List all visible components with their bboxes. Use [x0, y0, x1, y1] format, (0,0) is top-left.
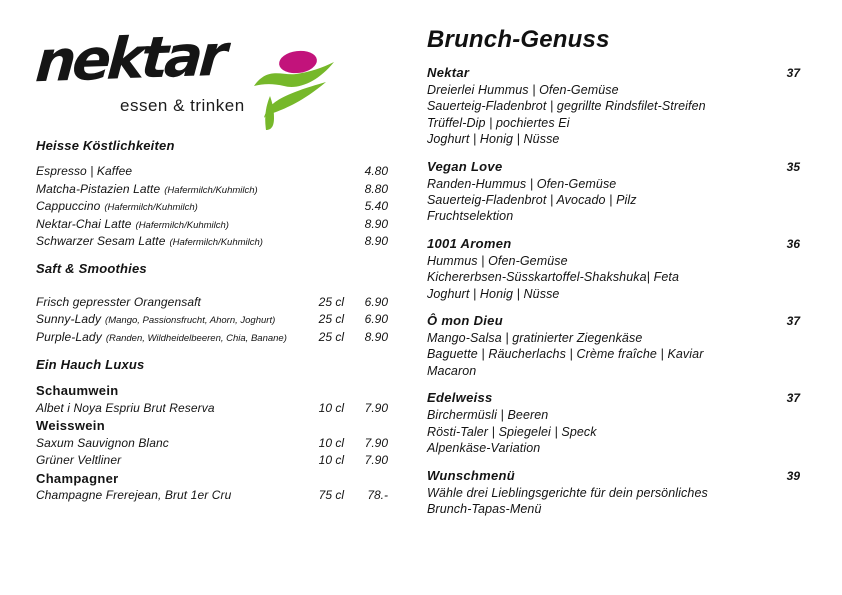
- subheading-white-wine: Weisswein: [36, 418, 105, 433]
- menu-line: Hummus | Ofen-Gemüse: [427, 253, 568, 268]
- menu-name: Wunschmenü: [427, 467, 515, 483]
- menu-name: Vegan Love: [427, 158, 503, 174]
- item-size: 25 cl: [318, 294, 344, 309]
- brunch-menu-wunschmenu: [427, 468, 800, 518]
- item-size: 10 cl: [318, 400, 344, 415]
- item-price: 4.80: [364, 164, 388, 178]
- menu-price: 36: [786, 236, 800, 251]
- item-note: (Randen, Wildheidelbeeren, Chia, Banane): [105, 332, 287, 344]
- menu-line: Rösti-Taler | Spiegelei | Speck: [427, 424, 597, 439]
- brunch-menu-vegan-love: [427, 159, 800, 225]
- menu-row: [36, 330, 388, 348]
- menu-line: Joghurt | Honig | Nüsse: [427, 132, 560, 147]
- menu-line: Sauerteig-Fladenbrot | Avocado | Pilz: [427, 193, 637, 208]
- item-name: Nektar-Chai Latte: [36, 216, 132, 231]
- menu-line: Baguette | Räucherlachs | Crème fraîche | Kaviar: [427, 347, 704, 362]
- brand-tagline: essen & trinken: [120, 96, 245, 115]
- menu-line: Macaron: [427, 363, 477, 378]
- item-note: (Hafermilch/Kuhmilch): [164, 184, 258, 196]
- menu-price: 37: [786, 66, 800, 80]
- brunch-column: [427, 26, 800, 517]
- item-size: 10 cl: [318, 435, 344, 450]
- item-note: (Mango, Passionsfrucht, Ahorn, Joghurt): [105, 315, 276, 326]
- item-size: 10 cl: [318, 453, 344, 467]
- menu-price: 35: [786, 159, 800, 174]
- item-price: 7.90: [364, 400, 388, 415]
- item-name: Matcha-Pistazien Latte: [36, 181, 161, 196]
- menu-row: [36, 488, 388, 506]
- menu-row: [36, 401, 388, 419]
- menu-price: 37: [786, 314, 800, 329]
- menu-name: Ô mon Dieu: [427, 313, 503, 329]
- item-note: (Hafermilch/Kuhmilch): [104, 202, 198, 213]
- menu-line: Birchermüsli | Beeren: [427, 408, 549, 423]
- item-name: Espresso | Kaffee: [36, 164, 133, 178]
- juices-list: [36, 295, 388, 348]
- item-size: 25 cl: [318, 312, 344, 326]
- menu-line: Fruchtselektion: [427, 209, 514, 224]
- item-name: Purple-Lady: [36, 329, 102, 344]
- hot-drinks-list: [36, 164, 388, 252]
- menu-line: Brunch-Tapas-Menü: [427, 501, 542, 516]
- menu-line: Joghurt | Honig | Nüsse: [427, 286, 560, 301]
- menu-price: 39: [786, 468, 800, 483]
- item-price: 78.-: [367, 488, 388, 502]
- item-name: Champagne Frerejean, Brut 1er Cru: [36, 488, 232, 502]
- brunch-menu-nektar: [427, 65, 800, 148]
- menu-line: Randen-Hummus | Ofen-Gemüse: [427, 176, 617, 191]
- menu-row: [36, 312, 388, 330]
- menu-row: [36, 436, 388, 454]
- menu-name: 1001 Aromen: [427, 235, 512, 251]
- item-price: 8.90: [364, 234, 388, 248]
- item-size: 75 cl: [318, 488, 344, 502]
- section-heading-hot-drinks: Heisse Köstlichkeiten: [36, 138, 175, 153]
- item-name: Sunny-Lady: [36, 312, 102, 326]
- menu-line: Dreierlei Hummus | Ofen-Gemüse: [427, 83, 619, 97]
- brand-wordmark: nektar: [33, 22, 226, 96]
- item-name: Albet i Noya Espriu Brut Reserva: [36, 400, 215, 415]
- subheading-sparkling-wine: Schaumwein: [36, 383, 119, 398]
- menu-row: [36, 217, 388, 235]
- item-price: 6.90: [364, 294, 388, 309]
- brunch-menu-1001-aromen: [427, 236, 800, 302]
- leaf-flower-icon: [240, 40, 336, 132]
- nektar-logo: [33, 22, 388, 118]
- item-price: 8.90: [364, 329, 388, 344]
- drinks-column: [33, 22, 388, 506]
- item-note: (Hafermilch/Kuhmilch): [135, 219, 229, 231]
- item-size: 25 cl: [318, 329, 344, 344]
- menu-name: Edelweiss: [427, 390, 493, 406]
- menu-row: [36, 182, 388, 200]
- item-price: 7.90: [364, 435, 388, 450]
- item-name: Schwarzer Sesam Latte: [36, 234, 166, 248]
- menu-line: Mango-Salsa | gratinierter Ziegenkäse: [427, 331, 643, 346]
- menu-row: [36, 295, 388, 313]
- menu-line: Wähle drei Lieblingsgerichte für dein persönliches: [427, 485, 708, 500]
- page-title: Brunch-Genuss: [427, 26, 610, 53]
- item-name: Frisch gepresster Orangensaft: [36, 294, 201, 309]
- item-name: Grüner Veltliner: [36, 453, 122, 467]
- item-price: 8.90: [364, 216, 388, 231]
- menu-row: [36, 234, 388, 252]
- item-price: 6.90: [364, 312, 388, 326]
- brunch-menu-o-mon-dieu: [427, 313, 800, 379]
- menu-row: [36, 199, 388, 217]
- menu-line: Trüffel-Dip | pochiertes Ei: [427, 115, 570, 130]
- item-name: Cappuccino: [36, 199, 101, 213]
- item-price: 8.80: [364, 181, 388, 196]
- menu-line: Kichererbsen-Süsskartoffel-Shakshuka| Feta: [427, 270, 680, 285]
- menu-name: Nektar: [427, 65, 470, 80]
- menu-line: Sauerteig-Fladenbrot | gegrillte Rindsfilet-Streifen: [427, 99, 706, 114]
- item-price: 5.40: [364, 199, 388, 213]
- brunch-menu-edelweiss: [427, 390, 800, 456]
- section-heading-juices: Saft & Smoothies: [36, 260, 147, 276]
- luxury-list: [36, 383, 388, 506]
- menu-line: Alpenkäse-Variation: [427, 441, 541, 456]
- item-note: (Hafermilch/Kuhmilch): [169, 237, 263, 248]
- menu-price: 37: [786, 391, 800, 406]
- menu-row: [36, 164, 388, 182]
- menu-row: [36, 453, 388, 471]
- section-heading-luxury: Ein Hauch Luxus: [36, 357, 145, 372]
- item-name: Saxum Sauvignon Blanc: [36, 435, 169, 450]
- subheading-champagne: Champagner: [36, 470, 119, 486]
- item-price: 7.90: [364, 453, 388, 467]
